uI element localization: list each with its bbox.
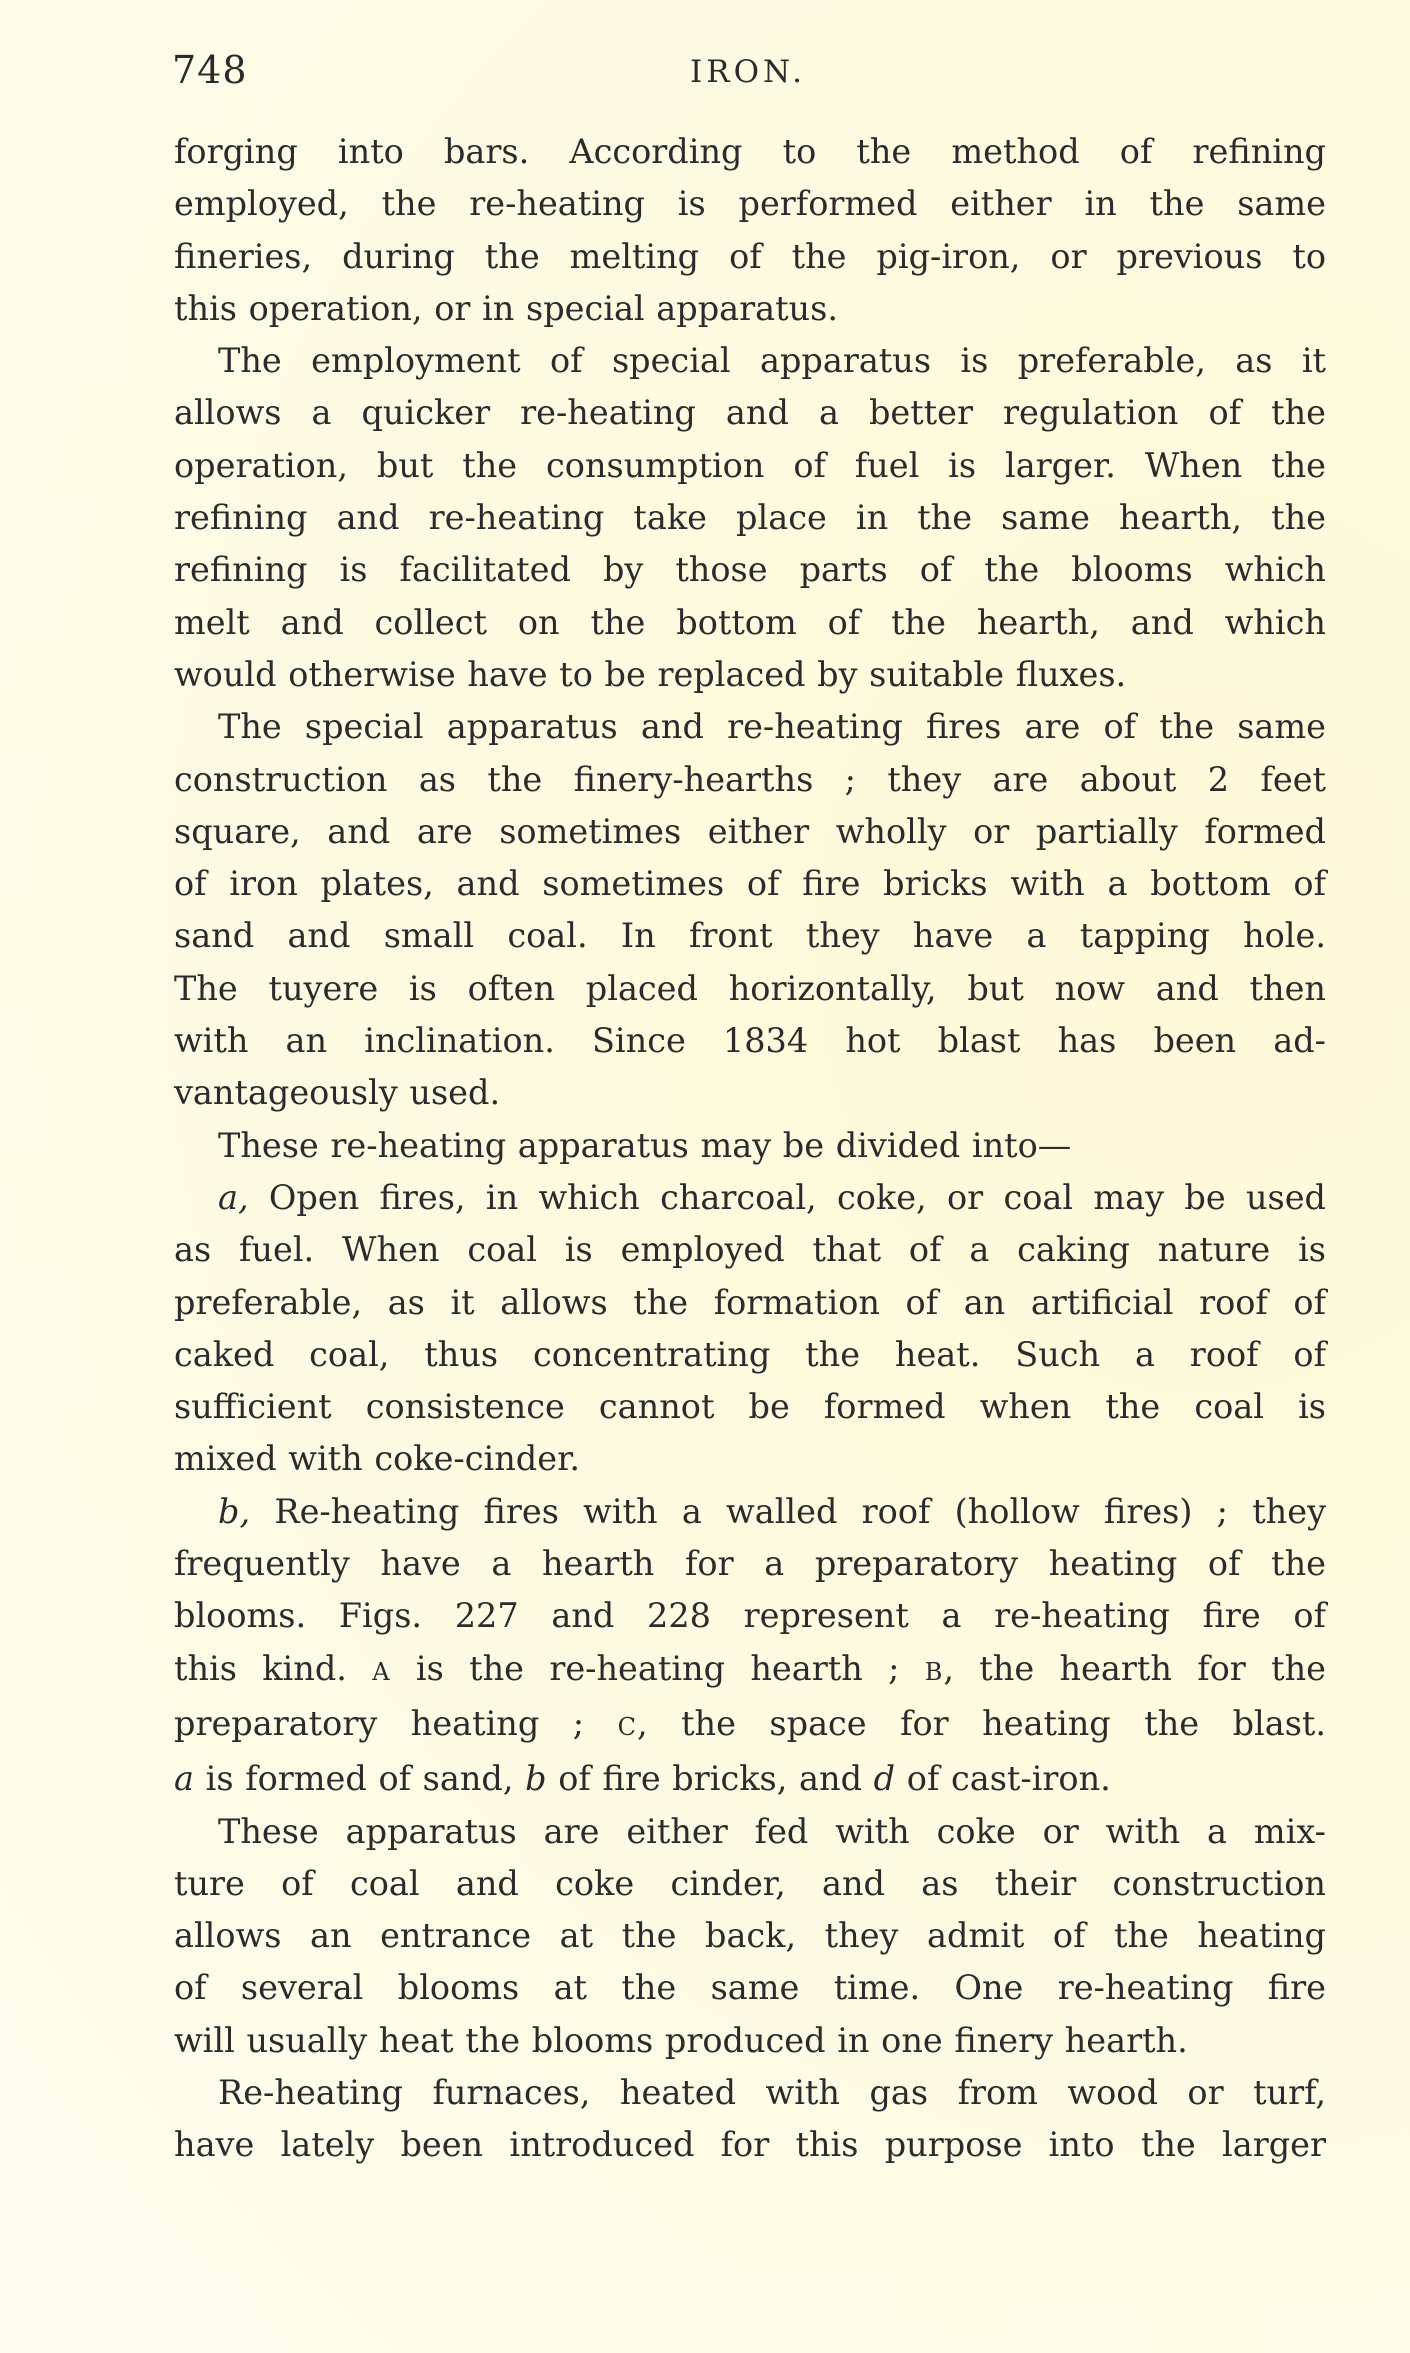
text-line: vantageously used. bbox=[174, 1073, 501, 1113]
text-line bbox=[174, 1643, 1326, 1698]
text-line: frequently have a hearth for a preparatory heating of the bbox=[174, 1544, 1326, 1584]
text-line: These apparatus are either fed with coke or with a mix- bbox=[218, 1811, 1326, 1851]
text-line: allows a quicker re-heating and a better regulation of the bbox=[174, 393, 1326, 433]
text-span: of cast-iron. bbox=[895, 1759, 1111, 1799]
text-line: preferable, as it allows the formation of an artificial roof of bbox=[174, 1282, 1326, 1322]
part-letter-b: b bbox=[525, 1759, 547, 1799]
text-span: preparatory heating ; bbox=[174, 1703, 618, 1743]
text-line: melt and collect on the bottom of the hearth, and which bbox=[174, 602, 1326, 642]
text-line: employed, the re-heating is performed either in the same bbox=[174, 184, 1326, 224]
text-line: have lately been introduced for this purpose into the larger bbox=[174, 2125, 1326, 2165]
text-span: is formed of sand, bbox=[193, 1759, 526, 1799]
text-line bbox=[174, 1753, 1326, 1805]
text-line: refining is facilitated by those parts of the blooms which bbox=[174, 550, 1326, 590]
part-letter-d: d bbox=[873, 1759, 896, 1799]
text-line: refining and re-heating take place in the same hearth, the bbox=[174, 498, 1326, 538]
text-span: Open fires, in which charcoal, coke, or coal may be used bbox=[248, 1177, 1326, 1217]
text-line: sand and small coal. In front they have a tapping hole. bbox=[174, 916, 1326, 956]
text-line: of several blooms at the same time. One re-heating fire bbox=[174, 1968, 1326, 2008]
text-span: of fire bricks, and bbox=[546, 1759, 874, 1799]
text-line: The special apparatus and re-heating fires are of the same bbox=[218, 707, 1326, 747]
item-letter-b: b, bbox=[218, 1491, 251, 1531]
text-line: Re-heating furnaces, heated with gas from wood or turf, bbox=[218, 2072, 1326, 2112]
figure-label-a: A bbox=[372, 1657, 391, 1686]
text-line: mixed with coke-cinder. bbox=[174, 1439, 581, 1479]
text-line: fineries, during the melting of the pig-iron, or previous to bbox=[174, 236, 1326, 276]
figure-label-b: B bbox=[924, 1657, 944, 1686]
figure-label-c: C bbox=[617, 1712, 637, 1741]
text-line: with an inclination. Since 1834 hot blast has been ad- bbox=[174, 1021, 1326, 1061]
text-line: square, and are sometimes either wholly or partially formed bbox=[174, 811, 1326, 851]
text-line: The tuyere is often placed horizontally, but now and then bbox=[174, 968, 1326, 1008]
text-line: These re-heating apparatus may be divided into— bbox=[218, 1125, 1072, 1165]
text-line: construction as the finery-hearths ; they are about 2 feet bbox=[174, 759, 1326, 799]
text-line bbox=[174, 1172, 1326, 1224]
text-span: this kind. bbox=[174, 1648, 373, 1688]
text-span: Re-heating fires with a walled roof (hollow fires) ; they bbox=[250, 1491, 1326, 1531]
text-line: allows an entrance at the back, they admit of the heating bbox=[174, 1916, 1326, 1956]
text-line: this operation, or in special apparatus. bbox=[174, 288, 838, 328]
text-line: of iron plates, and sometimes of fire bricks with a bottom of bbox=[174, 864, 1326, 904]
text-line: will usually heat the blooms produced in one finery hearth. bbox=[174, 2020, 1188, 2060]
text-line: The employment of special apparatus is preferable, as it bbox=[218, 341, 1326, 381]
part-letter-a: a bbox=[174, 1759, 194, 1799]
item-letter-a: a, bbox=[218, 1177, 249, 1217]
text-line: sufficient consistence cannot be formed when the coal is bbox=[174, 1387, 1326, 1427]
text-line: caked coal, thus concentrating the heat. Such a roof of bbox=[174, 1334, 1326, 1374]
text-line: blooms. Figs. 227 and 228 represent a re-heating fire of bbox=[174, 1596, 1326, 1636]
running-title: IRON. bbox=[690, 54, 806, 90]
text-span: is the re-heating hearth ; bbox=[390, 1648, 925, 1688]
text-line: forging into bars. According to the method of refining bbox=[174, 132, 1326, 171]
text-span: , the hearth for the bbox=[943, 1648, 1326, 1688]
running-head bbox=[0, 48, 1410, 98]
text-span: , the space for heating the blast. bbox=[636, 1703, 1327, 1743]
text-line: would otherwise have to be replaced by suitable fluxes. bbox=[174, 654, 1127, 694]
text-line bbox=[174, 1486, 1326, 1538]
text-line: as fuel. When coal is employed that of a caking nature is bbox=[174, 1230, 1326, 1270]
page-number: 748 bbox=[172, 48, 248, 92]
text-line bbox=[174, 1698, 1326, 1753]
body-text bbox=[174, 126, 1326, 2172]
text-line: operation, but the consumption of fuel is larger. When the bbox=[174, 445, 1326, 485]
text-line: ture of coal and coke cinder, and as their construction bbox=[174, 1863, 1326, 1903]
